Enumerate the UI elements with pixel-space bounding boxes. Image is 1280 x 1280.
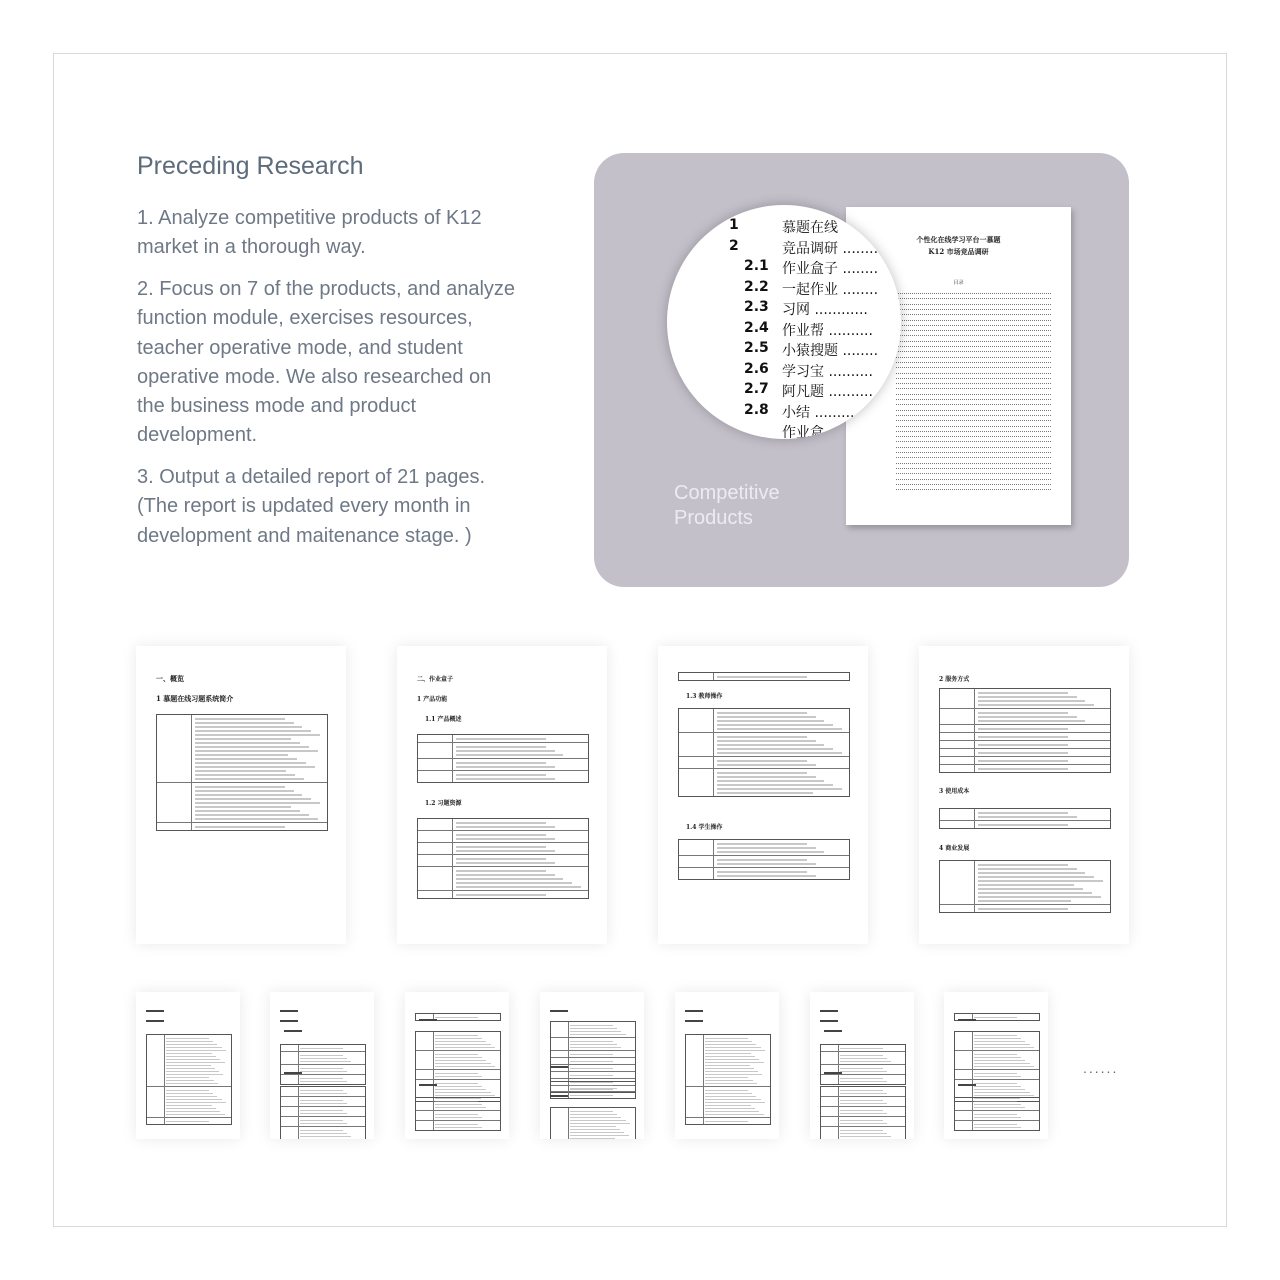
thumbnail-heading (550, 1010, 568, 1012)
page-heading: 1.3 教师操作 (686, 693, 723, 700)
paragraph-2: 2. Focus on 7 of the products, and analyze function module, exercises resources, teacher operative mode, and student operative mode. We also researched on the business mode and product development. (137, 278, 516, 447)
section-title: Preceding Research (137, 152, 364, 180)
report-thumbnail (540, 992, 644, 1139)
thumbnail-heading (820, 1020, 838, 1022)
paragraph-3: 3. Output a detailed report of 21 pages. (The report is updated every month in development and maitenance stage. ) (137, 466, 486, 547)
page-heading: 3 使用成本 (939, 788, 970, 795)
toc-line (896, 463, 1051, 464)
page-heading: 二、作业盒子 (417, 676, 454, 683)
thumbnail-heading (824, 1030, 842, 1032)
page-heading: 1 产品功能 (417, 696, 448, 703)
report-page-1 (136, 646, 346, 944)
report-thumbnail (270, 992, 374, 1139)
toc-line (896, 309, 1051, 310)
thumbnail-heading (146, 1020, 164, 1022)
toc-line (896, 394, 1051, 395)
page-table (678, 672, 850, 681)
page-heading: 一、概览 (156, 674, 184, 683)
page-table (417, 818, 589, 899)
page-heading: 2 服务方式 (939, 676, 970, 683)
page-table (417, 734, 589, 783)
page-table (678, 839, 850, 880)
thumbnail-heading (958, 1084, 976, 1086)
page-heading: 1.4 学生操作 (686, 824, 723, 831)
toc-line (896, 362, 1051, 363)
toc-line (896, 399, 1051, 400)
thumbnail-heading (419, 1084, 437, 1086)
toc-line (896, 410, 1051, 411)
thumbnail-heading (824, 1072, 842, 1074)
toc-line (896, 304, 1051, 305)
page-table (678, 708, 850, 797)
page-table (156, 714, 328, 831)
thumbnail-heading (820, 1010, 838, 1012)
thumbnail-heading (958, 1019, 976, 1021)
report-page-4 (919, 646, 1129, 944)
report-thumbnail (675, 992, 779, 1139)
thumbnail-heading (284, 1030, 302, 1032)
more-pages-ellipsis: ...... (1083, 1060, 1119, 1076)
toc-line (896, 373, 1051, 374)
toc-line (896, 473, 1051, 474)
paragraph-1: 1. Analyze competitive products of K12 market in a thorough way. (137, 207, 482, 259)
toc-line (896, 335, 1051, 336)
thumbnail-heading (550, 1095, 568, 1097)
toc-line (896, 484, 1051, 485)
thumbnail-heading (685, 1020, 703, 1022)
toc-line (896, 351, 1051, 352)
toc-line (896, 357, 1051, 358)
toc-line (896, 298, 1051, 299)
thumbnail-heading (280, 1020, 298, 1022)
page-table (685, 1034, 771, 1125)
page-table (820, 1086, 906, 1139)
toc-line (896, 404, 1051, 405)
page-heading: 4 商业发展 (939, 845, 970, 852)
toc-line (896, 479, 1051, 480)
doc-title: 个性化在线学习平台一慕题 (916, 235, 1001, 244)
page-table (939, 808, 1111, 829)
thumbnail-heading (146, 1010, 164, 1012)
toc-line (896, 441, 1051, 442)
doc-subtitle: K12 市场竞品调研 (928, 247, 989, 256)
toc-line (896, 341, 1051, 342)
toc-line (896, 431, 1051, 432)
thumbnail-heading (685, 1010, 703, 1012)
toc-line (896, 447, 1051, 448)
page-table (954, 1031, 1040, 1102)
toc-line (896, 436, 1051, 437)
page-heading: 1.1 产品概述 (425, 716, 462, 723)
page-heading: 1 慕题在线习题系统简介 (156, 694, 234, 703)
toc-line (896, 330, 1051, 331)
competitive-products-panel (594, 153, 1129, 587)
toc-line (896, 468, 1051, 469)
toc-line (896, 367, 1051, 368)
panel-caption: Competitive Products (674, 482, 780, 529)
thumbnail-heading (280, 1010, 298, 1012)
thumbnail-heading (550, 1066, 568, 1068)
magnifier-lens: 1 慕题在线 2 竞品调研 ........ 2.1 作业盒子 ........ 2.2 一起作业 ........ 2.3 习网 ............ 2.4 作业帮 .......... 2.5 小猿搜题 ........ 2.6 学习宝 .......... 2.7 阿凡题 .......... 2.8 小结 ............ 作业盒 (667, 205, 901, 439)
toc-line (896, 314, 1051, 315)
thumbnail-heading (284, 1072, 302, 1074)
toc-line (896, 325, 1051, 326)
toc-line (896, 457, 1051, 458)
page-heading: 1.2 习题资源 (425, 800, 462, 807)
page-table (939, 688, 1111, 773)
report-thumbnail (810, 992, 914, 1139)
page-table (146, 1034, 232, 1125)
toc-line (896, 383, 1051, 384)
page-table (939, 860, 1111, 913)
doc-toc-title: 目录 (953, 280, 964, 286)
thumbnail-heading (419, 1019, 437, 1021)
toc-line (896, 346, 1051, 347)
page-table (415, 1031, 501, 1102)
page-table (280, 1086, 366, 1139)
toc-line (896, 388, 1051, 389)
toc-line (896, 489, 1051, 490)
report-page-3 (658, 646, 868, 944)
toc-line (896, 420, 1051, 421)
toc-line (896, 452, 1051, 453)
page-table (415, 1097, 501, 1131)
page-table (280, 1044, 366, 1085)
toc-line (896, 426, 1051, 427)
report-thumbnail (944, 992, 1048, 1139)
toc-line (896, 293, 1051, 294)
page-table (954, 1097, 1040, 1131)
report-thumbnail (405, 992, 509, 1139)
toc-line (896, 378, 1051, 379)
report-page-2 (397, 646, 607, 944)
page-table (820, 1044, 906, 1085)
toc-line (896, 415, 1051, 416)
toc-line (896, 320, 1051, 321)
report-thumbnail (136, 992, 240, 1139)
page-table (550, 1107, 636, 1139)
